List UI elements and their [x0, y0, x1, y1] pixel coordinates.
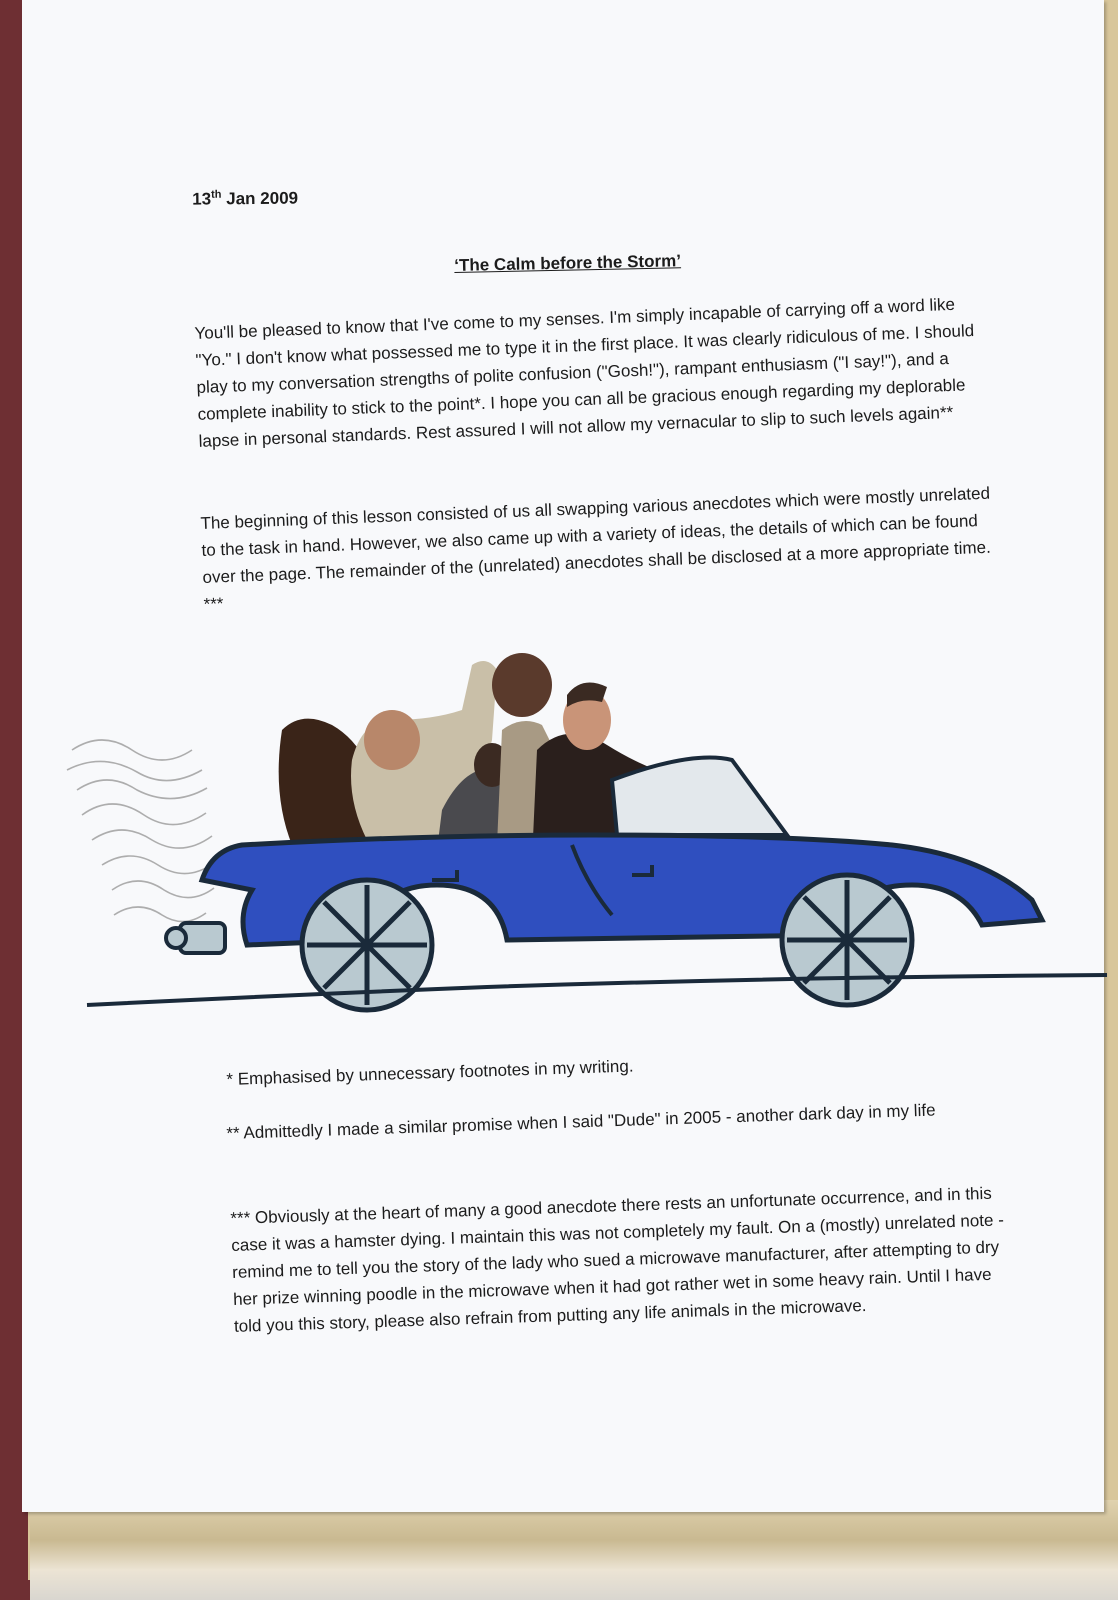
windscreen [612, 758, 787, 836]
paragraph-1: You'll be pleased to know that I've come to my senses. I'm simply incapable of carrying off a word like "Yo." I don't know what possessed me to type it in the first place. It was clearly ridiculous of me. I should play to my conversation strengths of polite confusion ("Gosh!"), rampant enthusiasm ("I say!"), and a complete inability to stick to the point*. I hope you can all be gracious enough regarding my deplorable lapse in personal standards. Rest assured I will not allow my vernacular to slip to such levels again** [194, 294, 975, 451]
exhaust-pipe [166, 923, 225, 953]
entry-title: ‘The Calm before the Storm’ [454, 251, 682, 275]
date-month-year: Jan 2009 [221, 188, 299, 209]
date-suffix: th [210, 188, 222, 201]
footnote-1: * Emphasised by unnecessary footnotes in my writing. [226, 1056, 634, 1089]
date-day: 13 [192, 189, 212, 209]
front-wheel [782, 875, 912, 1005]
road-line [87, 975, 1107, 1005]
notebook-page-stack [30, 1500, 1118, 1600]
notebook-page [22, 0, 1104, 1512]
footnote-3: *** Obviously at the heart of many a good anecdote there rests an unfortunate occurrence, and in this case it was a hamster dying. I maintain this was not completely my fault. On a (mostly) unrelated note - remind me to tell you the story of the lady who sued a microwave manufacturer, after attempting to dry her prize winning poodle in the microwave when it had got rather wet in some heavy rain. Until I have told you this story, please also refrain from putting any life animals in the microwave. [230, 1183, 1005, 1336]
entry-date [192, 181, 298, 213]
exhaust-smoke [67, 740, 214, 922]
paragraph-2: The beginning of this lesson consisted of us all swapping various anecdotes which were mostly unrelated to the task in hand. However, we also came up with a variety of ideas, the details of which can be found over the page. The remainder of the (unrelated) anecdotes shall be disclosed at a more appropriate time. *** [200, 483, 992, 614]
footnote-2: ** Admittedly I made a similar promise when I said "Dude" in 2005 - another dark day in my life [226, 1100, 936, 1143]
car-illustration [52, 640, 1118, 1030]
